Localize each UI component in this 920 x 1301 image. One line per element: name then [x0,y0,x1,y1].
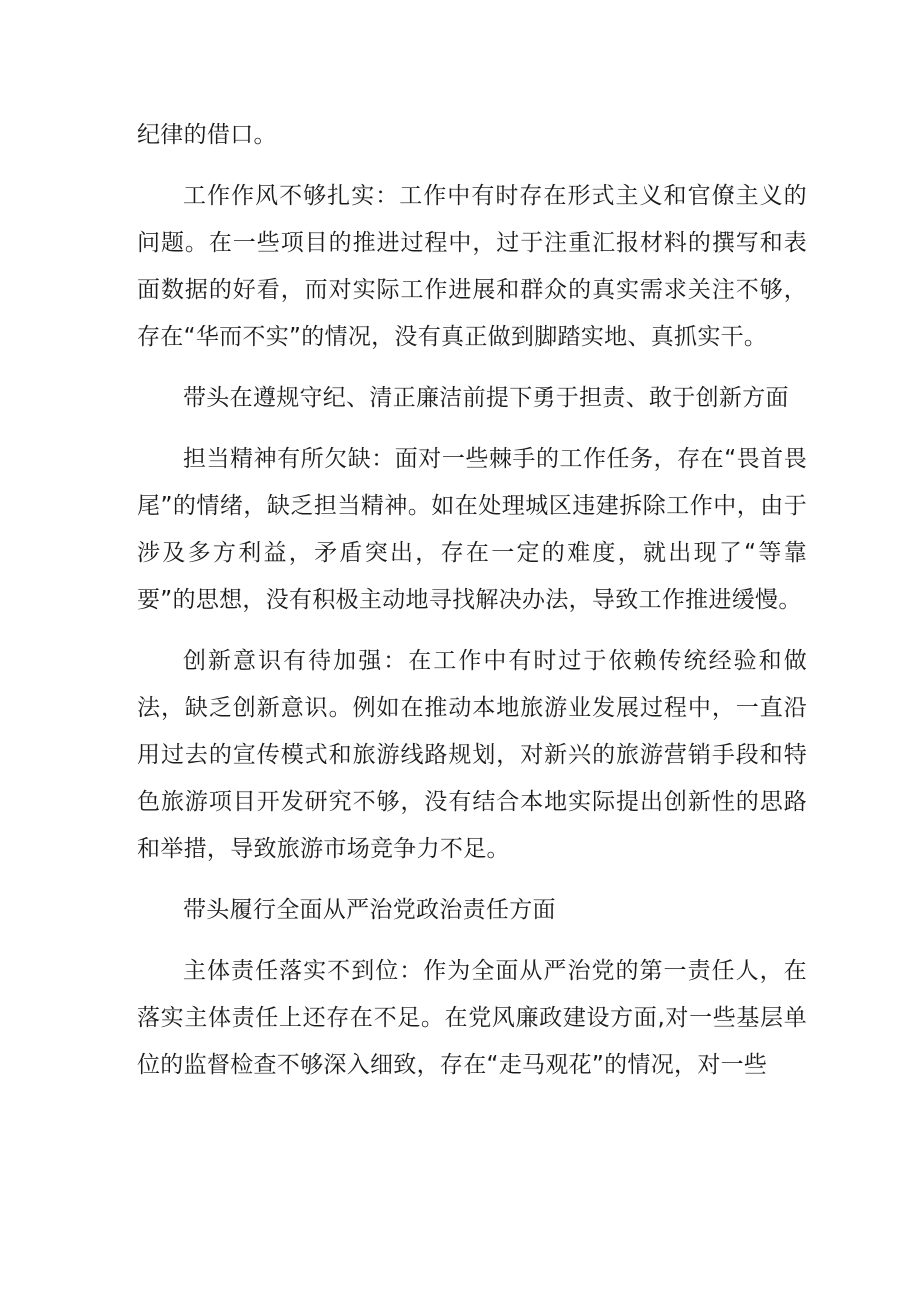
section-heading-responsibility-innovation: 带头在遵规守纪、清正廉洁前提下勇于担责、敢于创新方面 [183,385,789,411]
paragraph-continuation: 纪律的借口。 [137,122,277,148]
paragraph-main-responsibility: 主体责任落实不到位：作为全面从严治党的第一责任人，在落实主体责任上还存在不足。在党风廉政建设方面,对一些基层单位的监督检查不够深入细致，存在“走马观花”的情况，对一些 [137,958,807,1078]
paragraph-work-style: 工作作风不够扎实：工作中有时存在形式主义和官僚主义的问题。在一些项目的推进过程中，过于注重汇报材料的撰写和表面数据的好看，而对实际工作进展和群众的真实需求关注不够，存在“华而不实”的情况，没有真正做到脚踏实地、真抓实干。 [137,183,807,350]
section-heading-party-governance: 带头履行全面从严治党政治责任方面 [183,897,556,923]
paragraph-responsibility: 担当精神有所欠缺：面对一些棘手的工作任务，存在“畏首畏尾”的情绪，缺乏担当精神。如在处理城区违建拆除工作中，由于涉及多方利益，矛盾突出，存在一定的难度，就出现了“等靠要”的思想，没有积极主动地寻找解决办法，导致工作推进缓慢。 [137,446,807,613]
document-body [137,112,807,1103]
paragraph-innovation: 创新意识有待加强：在工作中有时过于依赖传统经验和做法，缺乏创新意识。例如在推动本地旅游业发展过程中，一直沿用过去的宣传模式和旅游线路规划，对新兴的旅游营销手段和特色旅游项目开发研究不够，没有结合本地实际提出创新性的思路和举措，导致旅游市场竞争力不足。 [137,648,807,862]
